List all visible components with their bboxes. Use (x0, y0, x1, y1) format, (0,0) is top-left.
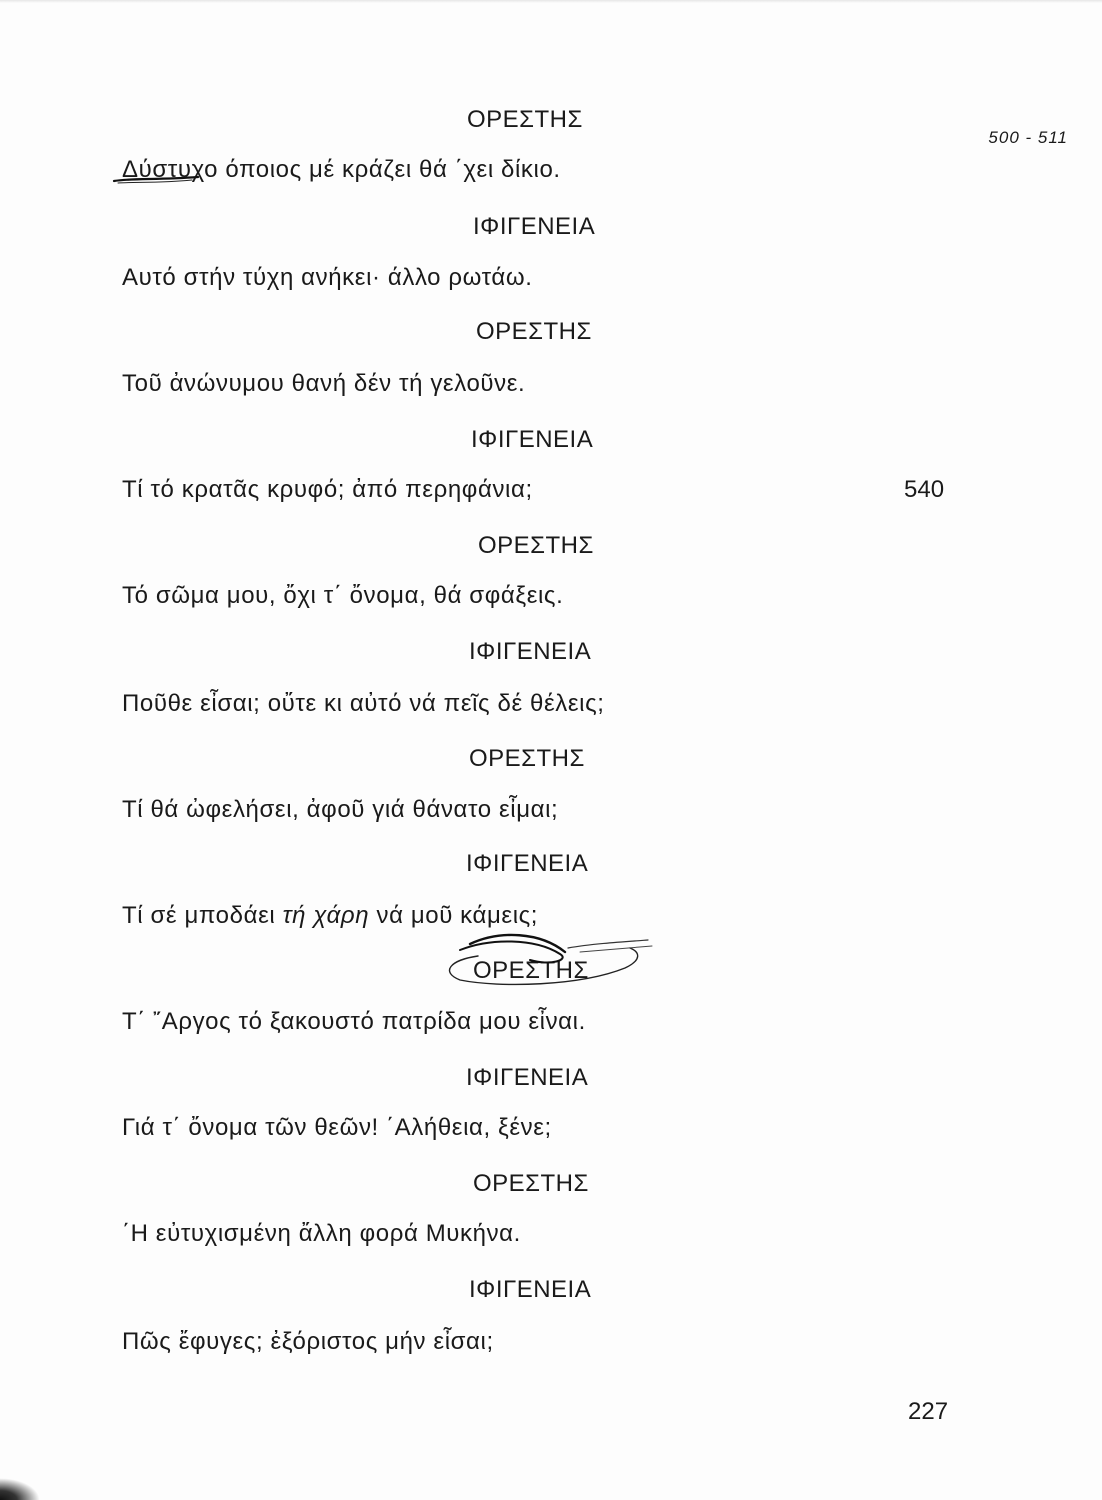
dialogue-line: Τ΄ ῎Αργος τό ξακουστό πατρίδα μου εἶναι. (122, 1008, 586, 1035)
handwritten-scribble-icon (430, 922, 660, 992)
speaker-label: ΙΦΙΓΕΝΕΙΑ (469, 638, 592, 665)
speaker-label: ΙΦΙΓΕΝΕΙΑ (471, 426, 594, 453)
scan-corner-shadow (0, 1478, 40, 1500)
speaker-label: ΟΡΕΣΤΗΣ (476, 318, 592, 345)
dialogue-line: Ποῦθε εἶσαι; οὔτε κι αὐτό νά πεῖς δέ θέλεις; (122, 690, 605, 717)
scan-edge-shadow (0, 0, 1102, 3)
page-number: 227 (908, 1398, 949, 1425)
dialogue-line: Τί τό κρατᾶς κρυφό; ἀπό περηφάνια; (122, 476, 533, 503)
speaker-label: ΙΦΙΓΕΝΕΙΑ (466, 850, 589, 877)
dialogue-line-italic: τή χάρη (282, 902, 370, 929)
speaker-label: ΟΡΕΣΤΗΣ (467, 106, 583, 133)
speaker-label: ΟΡΕΣΤΗΣ (478, 532, 594, 559)
dialogue-line-part: νά μοῦ κάμεις; (369, 902, 539, 929)
speaker-label: ΙΦΙΓΕΝΕΙΑ (466, 1064, 589, 1091)
dialogue-line: Γιά τ΄ ὄνομα τῶν θεῶν! ΄Αλήθεια, ξένε; (122, 1114, 552, 1141)
dialogue-line: Πῶς ἔφυγες; ἐξόριστος μήν εἶσαι; (122, 1328, 494, 1355)
dialogue-line: Αυτό στήν τύχη ανήκει· άλλο ρωτάω. (122, 264, 533, 291)
dialogue-line: Τό σῶμα μου, ὄχι τ΄ ὄνομα, θά σφάξεις. (122, 582, 564, 609)
dialogue-line-part: Τί σέ μποδάει (122, 902, 283, 929)
dialogue-line: Τοῦ ἀνώνυμου θανή δέν τή γελοῦνε. (122, 370, 526, 397)
line-number: 540 (904, 476, 945, 503)
dialogue-line: Τί θά ὠφελήσει, ἀφοῦ γιά θάνατο εἶμαι; (122, 796, 559, 823)
speaker-label: ΙΦΙΓΕΝΕΙΑ (473, 213, 596, 240)
speaker-label: ΙΦΙΓΕΝΕΙΑ (469, 1276, 592, 1303)
handwritten-underline-icon (112, 172, 202, 188)
dialogue-line: ΄Η εὐτυχισμένη ἄλλη φορά Μυκήνα. (122, 1220, 521, 1247)
speaker-label: ΟΡΕΣΤΗΣ (473, 957, 589, 984)
speaker-label: ΟΡΕΣΤΗΣ (469, 745, 585, 772)
dialogue-line: Δύστυχο όποιος μέ κράζει θά ΄χει δίκιο. (122, 156, 561, 183)
speaker-label: ΟΡΕΣΤΗΣ (473, 1170, 589, 1197)
verse-range: 500 - 511 (988, 128, 1068, 147)
